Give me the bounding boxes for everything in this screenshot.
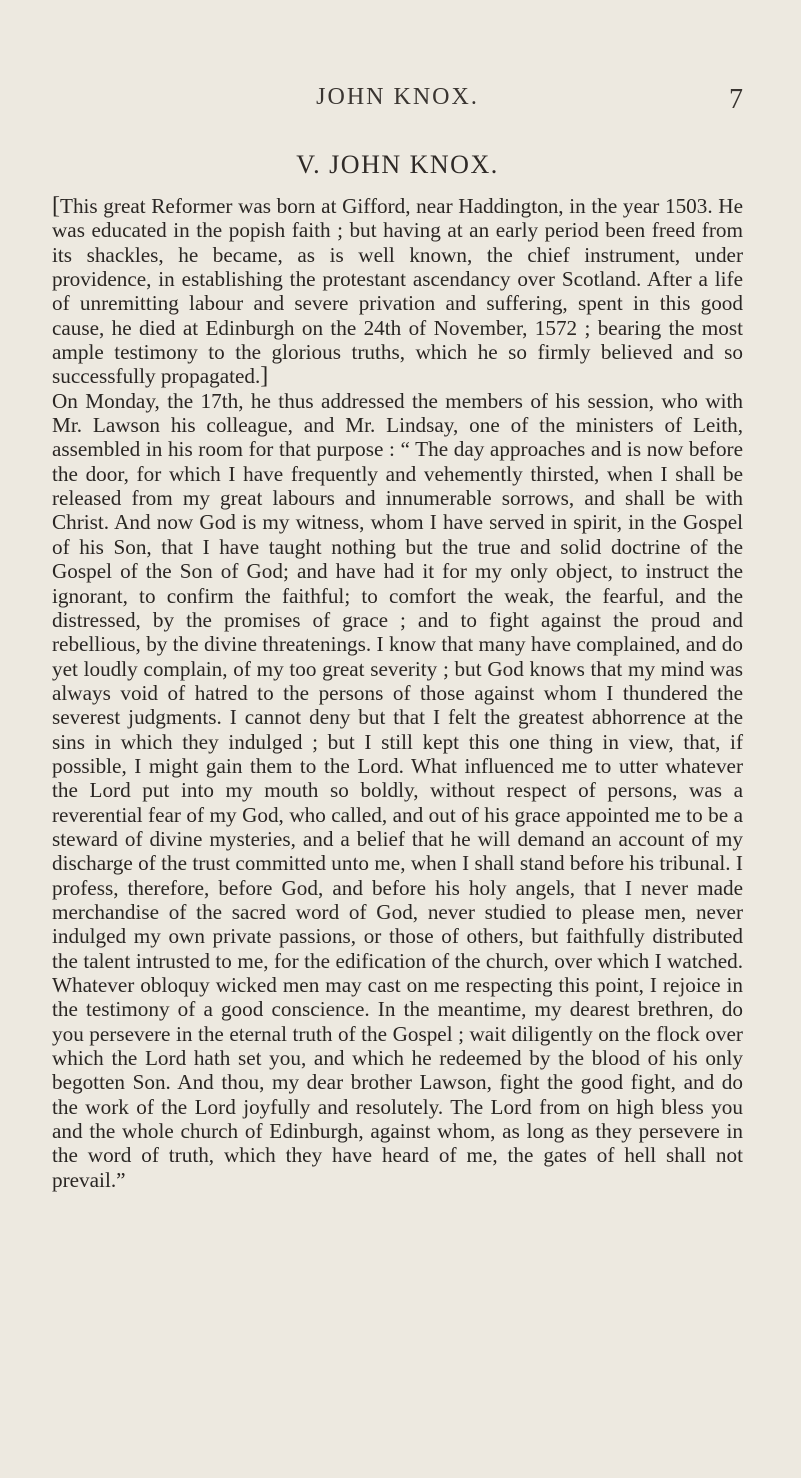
editorial-note — [52, 194, 743, 389]
section-heading: V. JOHN KNOX. — [296, 150, 499, 179]
note-close-bracket: ] — [260, 363, 269, 390]
running-title: JOHN KNOX. — [316, 84, 479, 110]
note-open-bracket: [ — [52, 193, 60, 219]
body-text — [52, 194, 743, 1192]
speech-paragraph: On Monday, the 17th, he thus addressed the members of his session, who with Mr. Lawson his colleague, and Mr. Lindsay, one of the ministers of Leith, assembled in his room for that purpose : “ The day approaches and is now before the door, for which I have frequently and vehemently thirsted, when I shall be released from my great labours and innumerable sorrows, and shall be with Christ. And now God is my witness, whom I have served in spirit, in the Gospel of his Son, that I have taught nothing but the true and solid doctrine of the Gospel of the Son of God; and have had it for my only object, to instruct the ignorant, to confirm the faithful; to comfort the weak, the fearful, and the distressed, by the promises of grace ; and to fight against the proud and rebellious, by the divine threatenings. I know that many have complained, and do yet loudly complain, of my too great severity ; but God knows that my mind was always void of hatred to the persons of those against whom I thundered the severest judgments. I cannot deny but that I felt the greatest abhorrence at the sins in which they indulged ; but I still kept this one thing in view, that, if possible, I might gain them to the Lord. What influenced me to utter whatever the Lord put into my mouth so boldly, without respect of persons, was a reverential fear of my God, who called, and out of his grace appointed me to be a steward of divine mysteries, and a belief that he will demand an account of my discharge of the trust committed unto me, when I shall stand before his tribunal. I profess, therefore, before God, and before his holy angels, that I never made merchandise of the sacred word of God, never studied to please men, never indulged my own private passions, or those of others, but faithfully distributed the talent intrusted to me, for the edification of the church, over which I watched. Whatever obloquy wicked men may cast on me respecting this point, I rejoice in the testimony of a good conscience. In the meantime, my dearest brethren, do you persevere in the eternal truth of the Gospel ; wait diligently on the flock over which the Lord hath set you, and which he redeemed by the blood of his only begotten Son. And thou, my dear brother Lawson, fight the good fight, and do the work of the Lord joyfully and resolutely. The Lord from on high bless you and the whole church of Edinburgh, against whom, as long as they persevere in the word of truth, which they have heard of me, the gates of hell shall not prevail.” — [52, 388, 743, 1192]
note-text: This great Reformer was born at Gifford, near Haddington, in the year 1503. He was educated in the popish faith ; but having at an early period been freed from its shackles, he became, as is well known, the chief instrument, under providence, in establishing the protestant ascendancy over Scotland. After a life of unremitting labour and severe privation and suffering, spent in this good cause, he died at Edinburgh on the 24th of November, 1572 ; bearing the most ample testimony to the glorious truths, which he so firmly believed and so successfully propagated. — [52, 194, 743, 389]
running-head — [52, 0, 743, 115]
page-number: 7 — [729, 84, 743, 115]
